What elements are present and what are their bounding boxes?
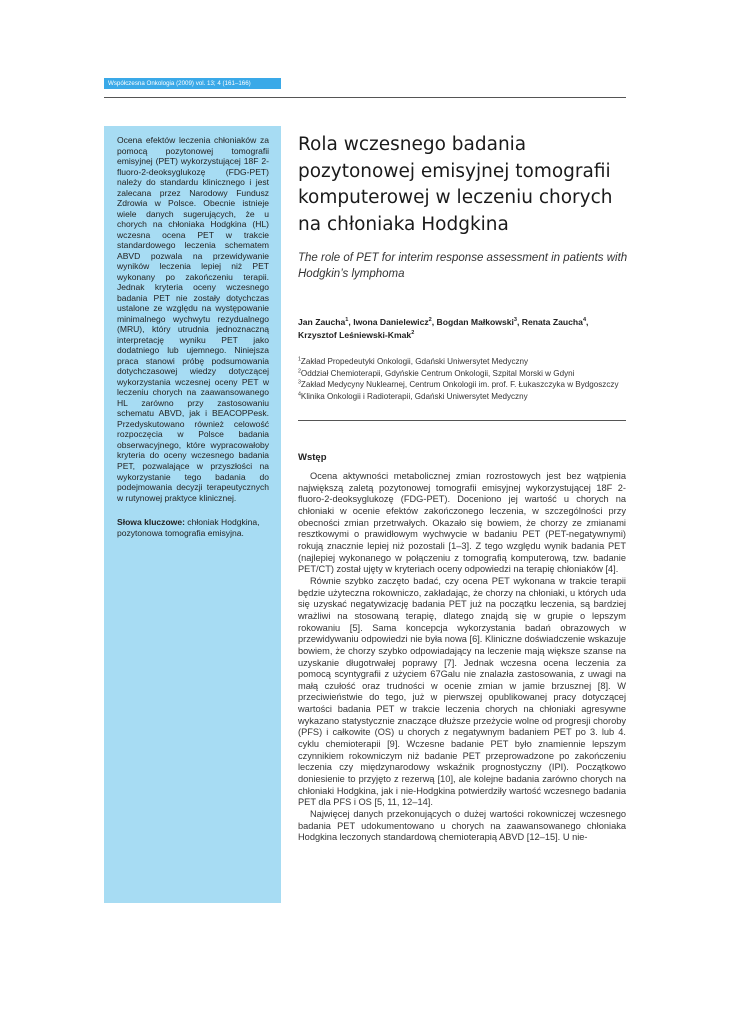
journal-citation: Współczesna Onkologia (2009) vol. 13; 4 (161–166) bbox=[108, 80, 251, 87]
author: Renata Zaucha$^4$ bbox=[521, 317, 587, 327]
header-rule bbox=[104, 97, 626, 98]
affiliation-list bbox=[298, 356, 628, 402]
author: Bogdan Małkowski$^3$ bbox=[436, 317, 518, 327]
keywords-text: chłoniak Hodgkina, pozytonowa tomografia emisyjna. bbox=[117, 517, 260, 538]
affiliation: $^4$Klinika Onkologii i Radioterapii, Gdański Uniwersytet Medyczny bbox=[298, 390, 528, 401]
keywords-label: Słowa kluczowe: bbox=[117, 517, 185, 528]
abstract-box bbox=[104, 126, 281, 903]
article-title: Rola wczesnego badania pozytonowej emisyjnej tomografii komputerowej w leczeniu chorych na chłoniaka Hodgkina bbox=[298, 134, 613, 235]
section-heading: Wstęp bbox=[298, 452, 327, 463]
affiliation: $^1$Zakład Propedeutyki Onkologii, Gdański Uniwersytet Medyczny bbox=[298, 356, 529, 366]
paragraph: Ocena aktywności metabolicznej zmian rozrostowych jest bez wątpienia największą zaletą pozytonowej tomografii emisyjnej wykorzystującej 18F 2-fluoro-2-deoksyglukozę (FDG-PET). Doceniono jej wartość u chorych na chłoniaki w ocenie efektów zakończonego leczenia, w szczególności przy obecności zmian przetrwałych. Okazało się bowiem, że chorzy ze zmianami resztkowymi o prawidłowym wychwycie w badaniu PET (PET-negatywnymi) rokują znacznie lepiej niż pozostali [1–3]. Z tego względu wynik badania PET (najlepiej wykonanego w połączeniu z tomografią komputerową, tzw. badanie PET/CT) został ujęty w kryteriach oceny odpowiedzi na terapię chłoniaków [4]. bbox=[298, 471, 626, 575]
author: Jan Zaucha$^1$ bbox=[298, 317, 349, 327]
section-rule bbox=[298, 420, 626, 421]
paragraph: Najwięcej danych przekonujących o dużej wartości rokowniczej wczesnego badania PET udokumentowano u chorych na zaawansowanego chłoniaka Hodgkina leczonych standardową chemioterapią ABVD [12–15]. U nie- bbox=[298, 809, 626, 843]
body-text bbox=[298, 471, 626, 844]
article-subtitle: The role of PET for interim response assessment in patients with Hodgkin’s lymphoma bbox=[298, 252, 628, 280]
paragraph: Równie szybko zaczęto badać, czy ocena PET wykonana w trakcie terapii będzie użyteczna rokowniczo, zakładając, że chorzy na chłoniaki, u których uda się uzyskać negatywizację badania PET już na początku leczenia, są bardziej wrażliwi na stosowaną terapię, dlatego znajdą się w grupie o lepszym rokowaniu [5]. Sama koncepcja wykorzystania badań obrazowych w przewidywaniu odpowiedzi nie była nowa [6]. Kliniczne doświadczenie wskazuje bowiem, że chorzy szybko odpowiadający na leczenie mają większe szanse na uzyskanie długotrwałej poprawy [7]. Jednak wczesna ocena leczenia za pomocą scyntygrafii z użyciem 67Galu nie znalazła zastosowania, z uwagi na małą czułość oraz trudności w ocenie zmian w jamie brzusznej [8]. W przeciwieństwie do tego, już w pierwszej opublikowanej pracy dotyczącej wartości badania PET w trakcie leczenia chorych na chłoniaki agresywne wykazano statystycznie znaczące dłuższe przeżycie wolne od progresji choroby (PFS) i całkowite (OS) u chorych z negatywnym badaniem PET po 3. lub 4. cyklu chemioterapii [9]. Wczesne badanie PET było znamiennie lepszym czynnikiem rokowniczym niż badanie PET przeprowadzone po zakończeniu leczenia czy międzynarodowy wskaźnik prognostyczny (IPI). Początkowo doniesienie to przyjęto z rezerwą [10], ale kolejne badania zarówno chorych na chłoniaki Hodgkina, jak i nie-Hodgkina potwierdziły wartość wczesnego badania PET dla PFS i OS [5, 11, 12–14]. bbox=[298, 575, 626, 808]
affiliation: $^3$Zakład Medycyny Nuklearnej, Centrum Onkologii im. prof. F. Łukaszczyka w Bydgoszczy bbox=[298, 379, 619, 389]
abstract-text: Ocena efektów leczenia chłoniaków za pomocą pozytonowej tomografii emisyjnej (PET) wykorzystującej 18F 2-fluoro-2-deoksyglukozę (FDG-PET) należy do standardu klinicznego i jest zalecana przez Narodowy Fundusz Zdrowia w Polsce. Obecnie istnieje wiele danych sugerujących, że u chorych na chłoniaka Hodgkina (HL) wczesna ocena PET w trakcie standardowego leczenia schematem ABVD pozwala na przewidywanie wyników leczenia lepiej niż PET wykonany po zakończeniu terapii. Jednak kryteria oceny wczesnego badania PET nie zostały dotychczas ustalone ze względu na występowanie minimalnego wychwytu rezydualnego (MRU), który utrudnia jednoznaczną interpretację wyniku PET jako dodatniego lub ujemnego. Niniejsza praca stanowi próbę podsumowania dotychczasowej wiedzy dotyczącej wykorzystania wczesnej oceny PET w leczeniu chorych na zaawansowanego HL zarówno przy zastosowaniu schematu ABVD, jak i BEACOPPesk. Przedyskutowano również celowość rozpoczęcia w Polsce badania obserwacyjnego, które wypracowałoby kryteria do oceny wczesnego badania PET, pozwalające w przyszłości na wykorzystanie tego badania do podejmowania decyzji terapeutycznych w rutynowej praktyce klinicznej. bbox=[117, 135, 269, 503]
author: Iwona Danielewicz$^2$ bbox=[353, 317, 432, 327]
affiliation: $^2$Oddział Chemioterapii, Gdyńskie Centrum Onkologii, Szpital Morski w Gdyni bbox=[298, 367, 575, 378]
author-list: Jan Zaucha$^1$, Iwona Danielewicz$^2$, Bogdan Małkowski$^3$, Renata Zaucha$^4$, Krzysztof Leśniewski-Kmak$^2$ bbox=[298, 317, 589, 340]
keywords bbox=[117, 517, 269, 538]
journal-citation-bar bbox=[104, 78, 281, 89]
author: Krzysztof Leśniewski-Kmak$^2$ bbox=[298, 329, 415, 340]
